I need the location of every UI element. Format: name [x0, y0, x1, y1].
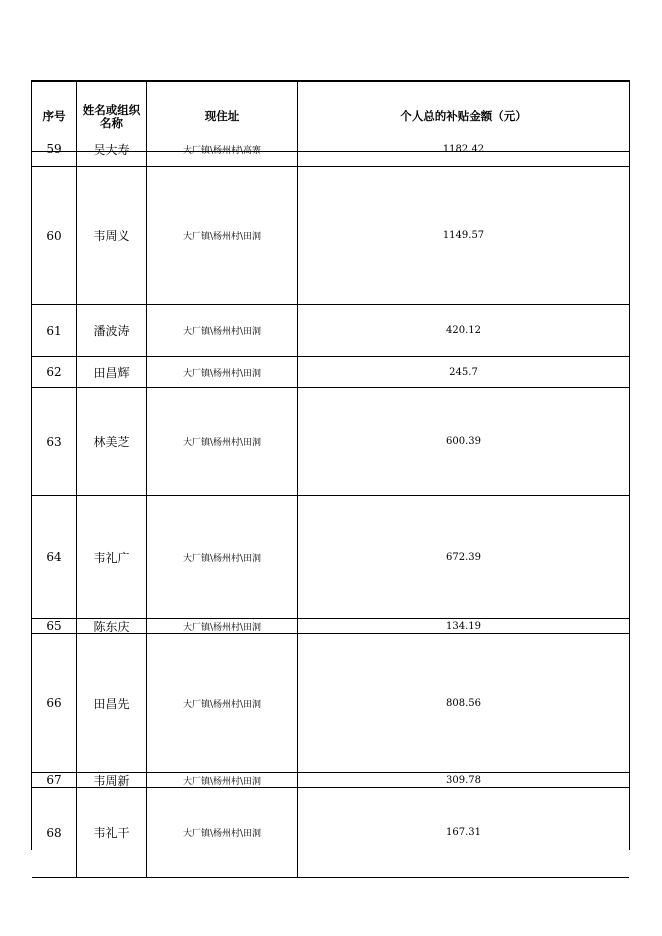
row-index: 65 [46, 619, 62, 633]
row-index: 67 [46, 773, 62, 787]
row-amount: 808.56 [446, 697, 481, 709]
row-address: 大厂镇\杨州村\田洞 [182, 232, 262, 242]
row-name-cell [77, 496, 147, 618]
row-index-cell [32, 357, 77, 387]
row-index: 59 [46, 142, 62, 156]
row-name: 潘波涛 [93, 324, 130, 338]
row-address-cell [147, 305, 298, 356]
row-name-cell [77, 388, 147, 495]
table-row [32, 388, 629, 496]
row-address: 大厂镇\杨州村\高寨 [182, 145, 262, 156]
row-amount: 245.7 [449, 366, 478, 378]
row-amount: 167.31 [446, 827, 481, 838]
row-address: 大厂镇\杨州村\田洞 [182, 438, 262, 448]
row-name-cell [77, 773, 147, 787]
table-row [32, 788, 629, 878]
subsidy-table [31, 80, 630, 850]
row-index-cell [32, 619, 77, 633]
row-index: 64 [46, 550, 62, 564]
row-index-cell [32, 167, 77, 304]
row-index-cell [32, 773, 77, 787]
row-index-cell [32, 142, 77, 166]
row-amount-cell [298, 388, 629, 495]
row-address-cell [147, 496, 298, 618]
row-name: 吴大寿 [93, 142, 130, 157]
row-index: 68 [46, 825, 62, 840]
row-address: 大厂镇\杨州村\田洞 [182, 553, 262, 564]
row-amount: 672.39 [446, 551, 481, 563]
row-amount-cell [298, 496, 629, 618]
row-amount-cell [298, 305, 629, 356]
row-amount: 309.78 [446, 774, 481, 786]
header-amount: 个人总的补贴金额（元） [400, 109, 527, 123]
row-amount-cell [298, 788, 629, 877]
row-amount-cell [298, 634, 629, 772]
header-address: 现住址 [147, 82, 298, 151]
row-address: 大厂镇\杨州村\田洞 [182, 699, 262, 710]
row-amount: 1149.57 [442, 230, 485, 241]
row-amount: 1182.42 [442, 143, 485, 155]
row-name-cell [77, 305, 147, 356]
row-name: 韦礼广 [93, 550, 130, 565]
row-name-cell [77, 634, 147, 772]
row-name-cell [77, 357, 147, 387]
row-address-cell [147, 145, 298, 166]
row-index: 61 [46, 323, 62, 338]
table-row [32, 634, 629, 773]
row-address-cell [147, 388, 298, 495]
row-amount-cell [298, 357, 629, 387]
row-address: 大厂镇\杨州村\田洞 [182, 327, 262, 337]
header-index: 序号 [32, 82, 77, 151]
row-name: 韦周义 [93, 229, 130, 243]
row-address: 大厂镇\杨州村\田洞 [182, 776, 262, 787]
row-name-cell [77, 788, 147, 877]
row-address-cell [147, 357, 298, 387]
row-name-cell [77, 167, 147, 304]
row-address-cell [147, 788, 298, 877]
row-address-cell [147, 619, 298, 633]
row-address-cell [147, 634, 298, 772]
row-name: 田昌辉 [93, 365, 130, 380]
row-name: 陈东庆 [93, 619, 130, 634]
row-index: 62 [46, 365, 62, 379]
row-address-cell [147, 773, 298, 787]
row-index-cell [32, 788, 77, 877]
row-address: 大厂镇\杨州村\田洞 [182, 368, 262, 379]
table-row [32, 773, 629, 788]
row-name: 田昌先 [93, 696, 130, 711]
row-amount-cell [298, 773, 629, 787]
table-row [32, 142, 629, 167]
row-address: 大厂镇\杨州村\田洞 [182, 622, 262, 633]
table-row [32, 357, 629, 388]
row-address-cell [147, 167, 298, 304]
row-index-cell [32, 634, 77, 772]
row-index: 60 [46, 228, 62, 243]
row-name: 韦周新 [93, 773, 130, 788]
row-address: 大厂镇\杨州村\田洞 [182, 829, 262, 839]
table-row [32, 619, 629, 634]
row-index-cell [32, 496, 77, 618]
row-name: 林美芝 [93, 435, 130, 449]
row-amount: 134.19 [446, 620, 481, 632]
row-amount-cell [298, 619, 629, 633]
table-row [32, 167, 629, 305]
row-index: 66 [46, 696, 62, 710]
row-amount: 600.39 [446, 436, 481, 447]
row-name: 韦礼干 [93, 826, 130, 840]
row-amount-cell [298, 143, 629, 166]
row-amount-cell [298, 167, 629, 304]
header-name: 姓名或组织名称 [77, 82, 147, 151]
row-amount: 420.12 [446, 325, 481, 336]
row-index: 63 [46, 434, 62, 449]
row-name-cell [77, 619, 147, 633]
row-index-cell [32, 388, 77, 495]
table-row [32, 305, 629, 357]
row-index-cell [32, 305, 77, 356]
row-name-cell [77, 142, 147, 166]
table-row [32, 496, 629, 619]
